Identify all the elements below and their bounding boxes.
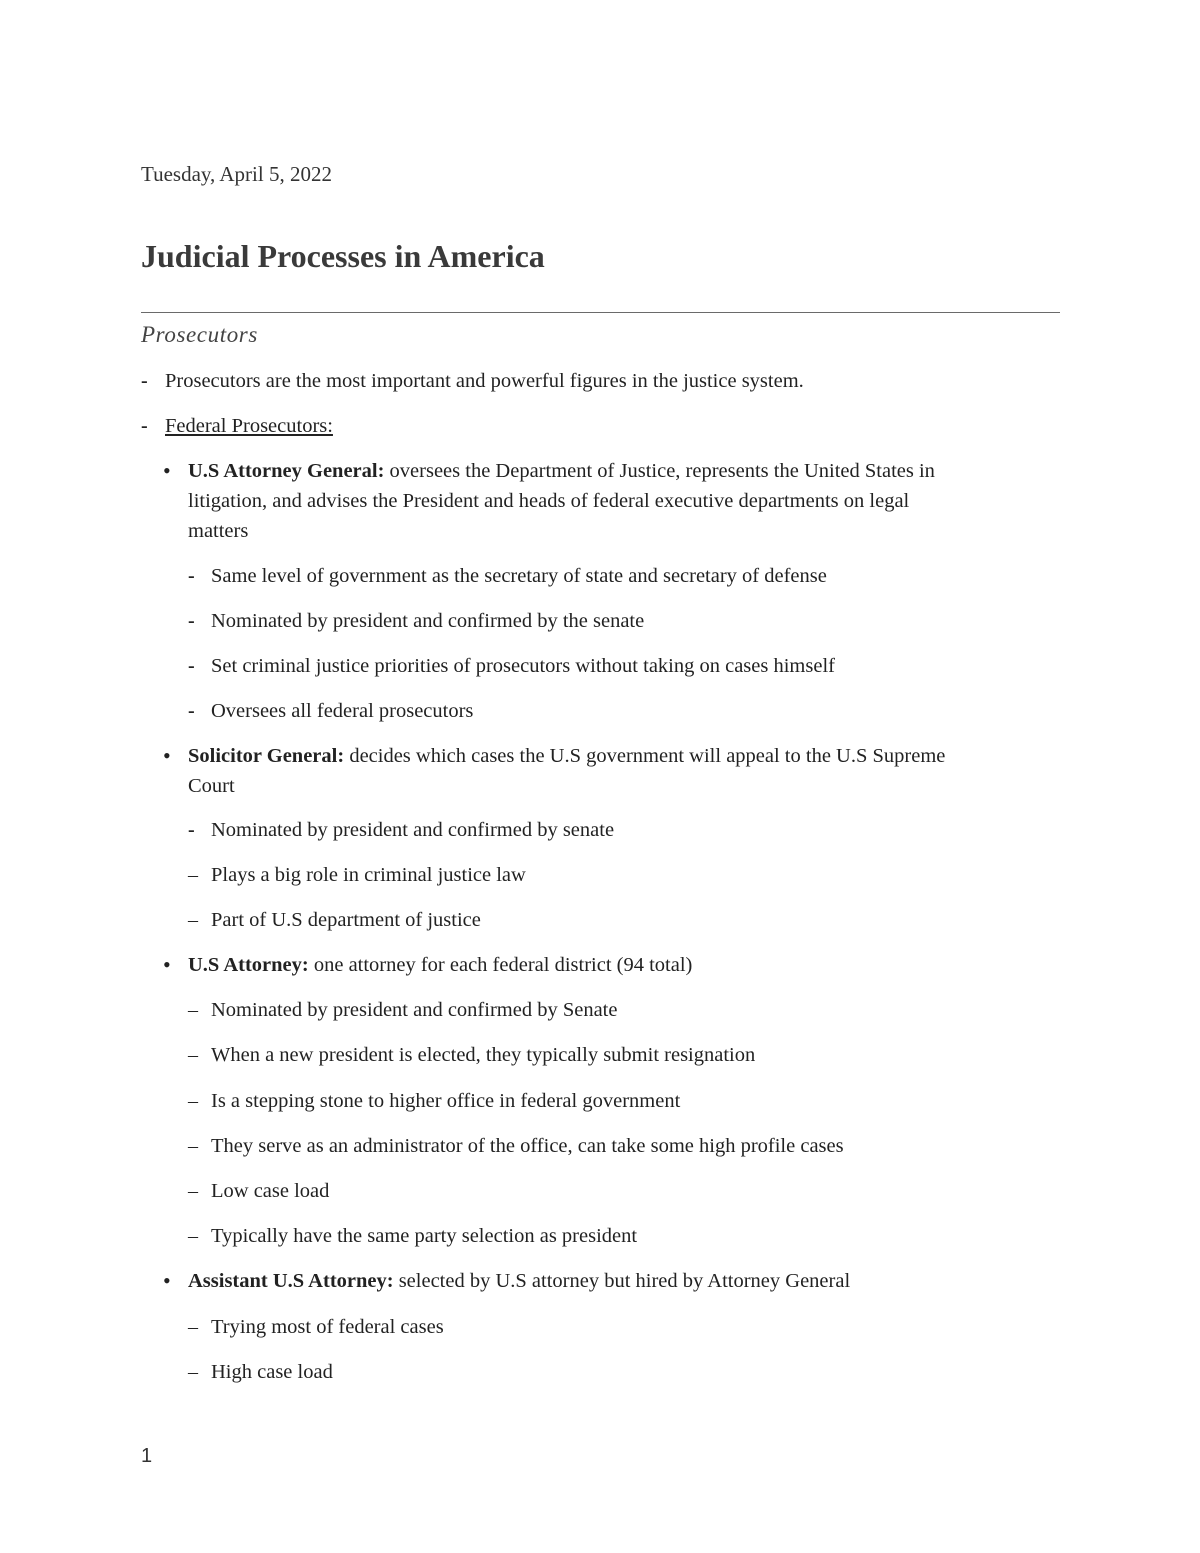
page-number: 1: [141, 1445, 153, 1467]
section-heading: Prosecutors: [141, 322, 258, 347]
en-dash-marker: –: [188, 1090, 198, 1112]
role-entry: [188, 1266, 850, 1296]
en-dash-marker: –: [188, 1225, 198, 1247]
sub-list-item: Nominated by president and confirmed by the senate: [211, 610, 645, 632]
role-definition: decides which cases the U.S government will appeal to the U.S Supreme: [349, 745, 946, 767]
en-dash-marker: –: [188, 999, 198, 1021]
document-date: Tuesday, April 5, 2022: [141, 162, 332, 186]
dash-marker: -: [188, 700, 195, 722]
sub-list-item: Nominated by president and confirmed by Senate: [211, 999, 618, 1021]
dash-marker: -: [141, 370, 148, 392]
dash-marker: -: [188, 655, 195, 677]
sub-list-item: Oversees all federal prosecutors: [211, 700, 474, 722]
sub-list-item: Is a stepping stone to higher office in federal government: [211, 1090, 681, 1112]
sub-list-item: Nominated by president and confirmed by senate: [211, 819, 615, 841]
en-dash-marker: –: [188, 1044, 198, 1066]
dash-marker: -: [141, 415, 148, 437]
en-dash-marker: –: [188, 909, 198, 931]
role-definition-continued: litigation, and advises the President and heads of federal executive departments on legal: [188, 490, 910, 512]
role-term: U.S Attorney:: [188, 954, 309, 976]
bullet-marker: •: [163, 1268, 171, 1293]
list-item: Prosecutors are the most important and powerful figures in the justice system.: [165, 370, 804, 392]
sub-list-item: They serve as an administrator of the office, can take some high profile cases: [211, 1135, 844, 1157]
sub-list-item: Low case load: [211, 1180, 330, 1202]
sub-list-item: Trying most of federal cases: [211, 1316, 444, 1338]
role-entry: [188, 741, 945, 771]
role-definition-continued: matters: [188, 520, 249, 542]
sub-list-item: When a new president is elected, they typically submit resignation: [211, 1044, 756, 1066]
dash-marker: -: [188, 819, 195, 841]
sub-list-item: Part of U.S department of justice: [211, 909, 481, 931]
sub-list-item: Set criminal justice priorities of prosecutors without taking on cases himself: [211, 655, 835, 677]
role-definition: one attorney for each federal district (94 total): [313, 954, 693, 976]
sub-list-item: Typically have the same party selection as president: [211, 1225, 638, 1247]
role-entry: [188, 950, 692, 980]
en-dash-marker: –: [188, 864, 198, 886]
title-divider: [141, 312, 1060, 313]
role-term: U.S Attorney General:: [188, 460, 385, 482]
sub-list-item: High case load: [211, 1361, 333, 1383]
dash-marker: -: [188, 610, 195, 632]
en-dash-marker: –: [188, 1361, 198, 1383]
bullet-marker: •: [163, 952, 171, 977]
sub-list-item: Plays a big role in criminal justice law: [211, 864, 526, 886]
bullet-marker: •: [163, 458, 171, 483]
role-term: Assistant U.S Attorney:: [188, 1270, 394, 1292]
list-item-federal-prosecutors: Federal Prosecutors:: [165, 415, 333, 437]
role-term: Solicitor General:: [188, 745, 345, 767]
bullet-marker: •: [163, 743, 171, 768]
sub-list-item: Same level of government as the secretary of state and secretary of defense: [211, 565, 827, 587]
role-entry: [188, 456, 935, 486]
role-definition: selected by U.S attorney but hired by Attorney General: [398, 1270, 851, 1292]
en-dash-marker: –: [188, 1316, 198, 1338]
dash-marker: -: [188, 565, 195, 587]
document-title: Judicial Processes in America: [141, 238, 545, 274]
en-dash-marker: –: [188, 1180, 198, 1202]
en-dash-marker: –: [188, 1135, 198, 1157]
role-definition-continued: Court: [188, 775, 235, 797]
role-definition: oversees the Department of Justice, represents the United States in: [389, 460, 935, 482]
